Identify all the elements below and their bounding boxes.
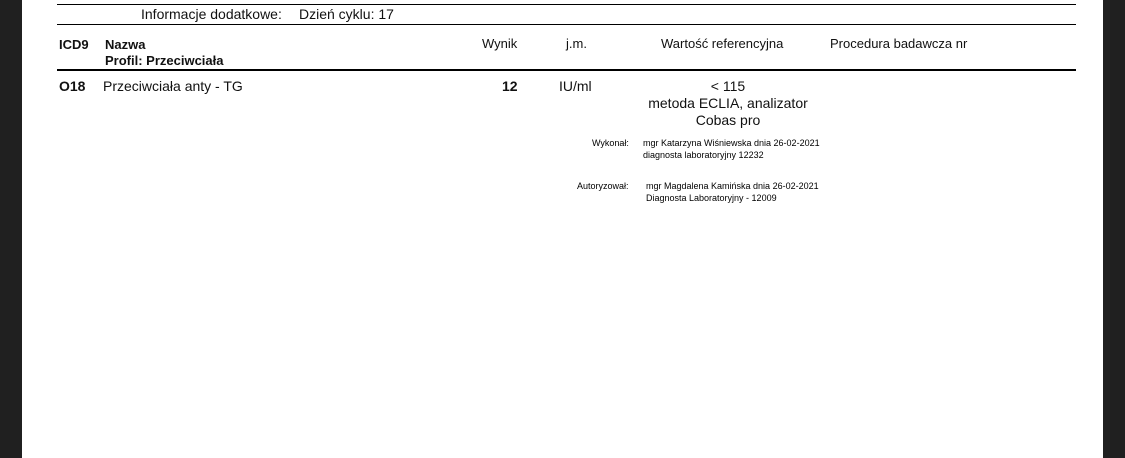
authorized-by: mgr Magdalena Kamińska dnia 26-02-2021	[646, 181, 819, 191]
reference-value: < 115	[710, 78, 746, 94]
reference-analyzer: Cobas pro	[695, 112, 761, 128]
performed-role: diagnosta laboratoryjny 12232	[643, 150, 764, 160]
lab-report-page	[22, 0, 1103, 458]
header-procedure: Procedura badawcza nr	[830, 36, 968, 51]
header-profile: Profil: Przeciwciała	[105, 53, 224, 68]
header-unit: j.m.	[566, 36, 587, 51]
performed-by: mgr Katarzyna Wiśniewska dnia 26-02-2021	[643, 138, 820, 148]
row-name: Przeciwciała anty - TG	[103, 78, 243, 94]
header-reference: Wartość referencyjna	[661, 36, 784, 51]
row-unit: IU/ml	[559, 78, 592, 94]
header-bottom-rule	[57, 69, 1076, 71]
header-icd9: ICD9	[59, 37, 89, 52]
additional-info-label: Informacje dodatkowe:	[141, 6, 282, 22]
header-result: Wynik	[482, 36, 518, 51]
header-top-rule	[57, 24, 1076, 25]
authorized-role: Diagnosta Laboratoryjny - 12009	[646, 193, 777, 203]
top-rule	[57, 4, 1076, 5]
header-name: Nazwa	[105, 37, 146, 52]
reference-method: metoda ECLIA, analizator	[648, 95, 808, 111]
row-result: 12	[502, 78, 518, 94]
authorized-label: Autoryzował:	[577, 181, 629, 191]
row-code: O18	[59, 78, 86, 94]
performed-label: Wykonał:	[592, 138, 629, 148]
additional-info-value: Dzień cyklu: 17	[299, 6, 394, 22]
